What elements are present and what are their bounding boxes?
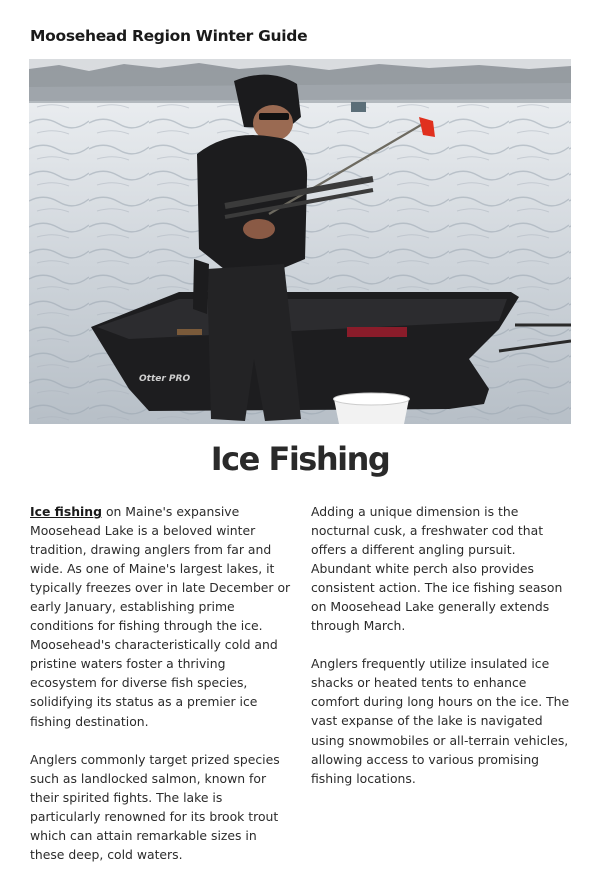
ice-fishing-photo [29, 59, 571, 424]
intro-text: on Maine's expansive Moosehead Lake is a beloved winter tradition, drawing anglers from far and wide. As one of Maine's largest lakes, it typically freezes over in late December or early January, establishing prime conditions for fishing through the ice. Moosehead's characteristically cold and pristine waters foster a thriving ecosystem for diverse fish species, solidifying its status as a premier ice fishing destination. [30, 504, 291, 729]
paragraph-intro [30, 502, 292, 731]
sled-brand-label: Otter PRO [139, 374, 191, 384]
paragraph-cusk: Adding a unique dimension is the nocturnal cusk, a freshwater cod that offers a different angling pursuit. Abundant white perch also provides consistent action. The ice fishing season on Moosehead Lake generally extends through March. [311, 504, 563, 634]
paragraph-species: Anglers commonly target prized species such as landlocked salmon, known for their spirited fights. The lake is particularly renowned for its brook trout which can attain remarkable sizes in these deep, cold waters. [30, 751, 280, 862]
article-title: Ice Fishing [210, 440, 390, 478]
ice-fishing-link[interactable]: Ice fishing [30, 504, 102, 519]
guide-title: Moosehead Region Winter Guide [30, 27, 308, 45]
article-column-right [311, 502, 573, 807]
paragraph-shacks: Anglers frequently utilize insulated ice shacks or heated tents to enhance comfort during long hours on the ice. The vast expanse of the lake is navigated using snowmobiles or all-terrain vehicles, allowing access to various promising fishing locations. [311, 656, 570, 786]
article-column-left [30, 502, 292, 883]
